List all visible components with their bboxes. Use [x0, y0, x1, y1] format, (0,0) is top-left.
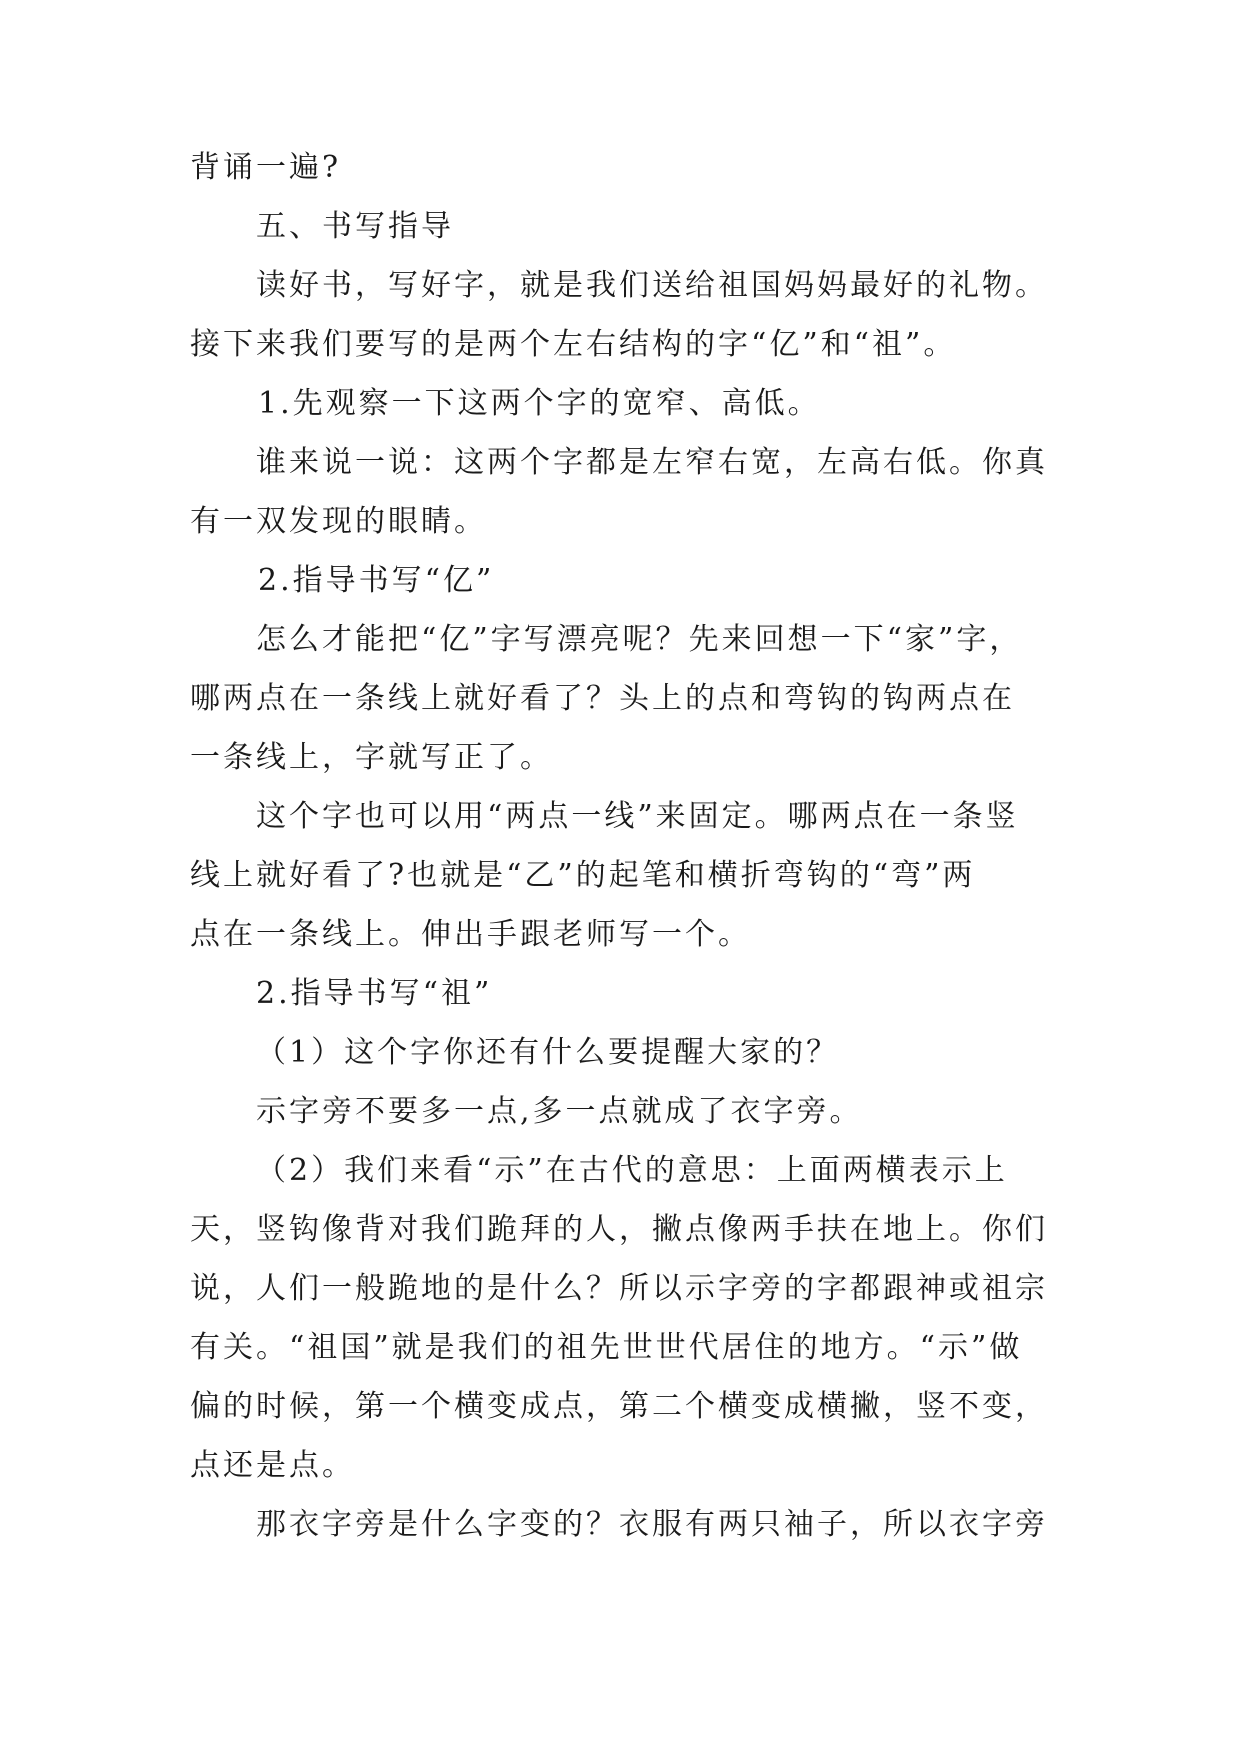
text-line: 点在一条线上。伸出手跟老师写一个。: [190, 917, 751, 952]
text-line: 天，竖钩像背对我们跪拜的人，撇点像两手扶在地上。你们: [190, 1212, 1048, 1247]
list-item: 2.指导书写“亿”: [258, 563, 495, 598]
list-item: （1）这个字你还有什么要提醒大家的？: [256, 1035, 840, 1070]
text-line: 点还是点。: [190, 1448, 355, 1483]
text-line: 背诵一遍?: [190, 150, 342, 185]
list-item: 2.指导书写“祖”: [256, 976, 493, 1011]
text-line: 谁来说一说：这两个字都是左窄右宽，左高右低。你真: [256, 445, 1048, 480]
text-line: 读好书，写好字，就是我们送给祖国妈妈最好的礼物。: [256, 268, 1048, 303]
section-heading: 五、书写指导: [256, 209, 454, 244]
list-item: （2）我们来看“示”在古代的意思：上面两横表示上: [256, 1153, 1008, 1188]
text-line: 示字旁不要多一点,多一点就成了衣字旁。: [256, 1094, 863, 1129]
text-line: 那衣字旁是什么字变的？衣服有两只袖子，所以衣字旁: [256, 1507, 1048, 1542]
list-item: 1.先观察一下这两个字的宽窄、高低。: [258, 386, 821, 421]
text-line: 偏的时候，第一个横变成点，第二个横变成横撇，竖不变，: [190, 1389, 1048, 1424]
text-line: 线上就好看了?也就是“乙”的起笔和横折弯钩的“弯”两: [190, 858, 976, 893]
text-line: 有关。“祖国”就是我们的祖先世世代居住的地方。“示”做: [190, 1330, 1023, 1365]
text-line: 怎么才能把“亿”字写漂亮呢？先来回想一下“家”字，: [256, 622, 1023, 657]
text-line: 接下来我们要写的是两个左右结构的字“亿”和“祖”。: [190, 327, 957, 362]
text-line: 哪两点在一条线上就好看了？头上的点和弯钩的钩两点在: [190, 681, 1015, 716]
text-line: 有一双发现的眼睛。: [190, 504, 487, 539]
text-line: 说，人们一般跪地的是什么？所以示字旁的字都跟神或祖宗: [190, 1271, 1048, 1306]
text-line: 一条线上，字就写正了。: [190, 740, 553, 775]
text-line: 这个字也可以用“两点一线”来固定。哪两点在一条竖: [256, 799, 1019, 834]
